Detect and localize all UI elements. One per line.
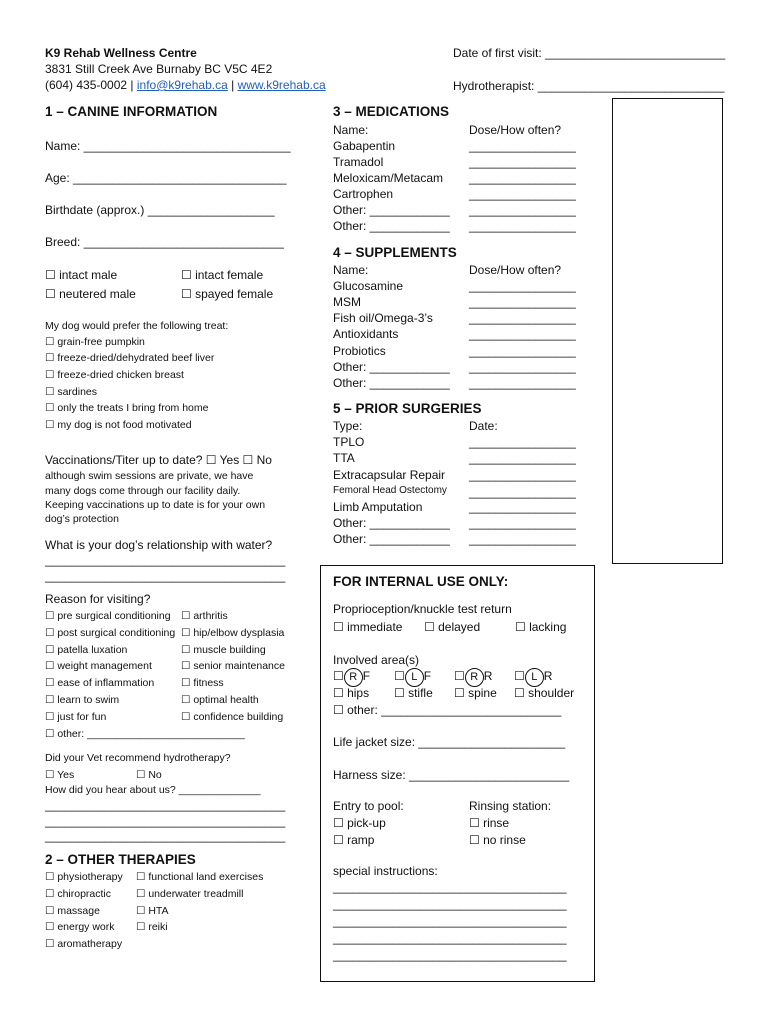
proprio-immediate-option[interactable]: ☐ immediate bbox=[333, 620, 403, 634]
surgery-other-field[interactable]: Other: ____________ bbox=[333, 532, 450, 546]
therapy-option[interactable]: ☐ energy work bbox=[45, 921, 115, 933]
hear-about-field[interactable]: How did you hear about us? ______________ bbox=[45, 784, 261, 796]
first-visit-field[interactable]: Date of first visit: ___________________________ bbox=[453, 46, 726, 60]
medication-dose-field[interactable]: ________________ bbox=[469, 171, 576, 185]
treat-option[interactable]: ☐ freeze-dried chicken breast bbox=[45, 369, 184, 381]
surgery-date-field[interactable]: ________________ bbox=[469, 435, 576, 449]
therapy-option[interactable]: ☐ underwater treadmill bbox=[136, 888, 244, 900]
area-shoulder-option[interactable]: ☐ shoulder bbox=[514, 686, 575, 700]
limb-rf-option[interactable] bbox=[333, 668, 370, 687]
medications-title: 3 – MEDICATIONS bbox=[333, 104, 450, 119]
limb-lf-option[interactable] bbox=[394, 668, 431, 687]
area-stifle-option[interactable]: ☐ stifle bbox=[394, 686, 433, 700]
treat-option[interactable]: ☐ sardines bbox=[45, 386, 98, 398]
supplement-dose-field[interactable]: ________________ bbox=[469, 360, 576, 374]
therapy-option[interactable]: ☐ massage bbox=[45, 905, 100, 917]
medication-name: Gabapentin bbox=[333, 139, 396, 153]
checkbox[interactable]: ☐ bbox=[333, 669, 344, 683]
surgeries-date-header: Date: bbox=[469, 419, 498, 433]
medication-dose-field[interactable]: ________________ bbox=[469, 203, 576, 217]
vaccination-note: although swim sessions are private, we have bbox=[45, 470, 254, 482]
limb-side-circle: R bbox=[344, 668, 363, 687]
therapy-option[interactable]: ☐ HTA bbox=[136, 905, 169, 917]
supplement-dose-field[interactable]: ________________ bbox=[469, 327, 576, 341]
therapy-option[interactable]: ☐ chiropractic bbox=[45, 888, 112, 900]
supplement-dose-field[interactable]: ________________ bbox=[469, 344, 576, 358]
vaccination-note: Keeping vaccinations up to date is for your own bbox=[45, 499, 266, 511]
treat-option[interactable]: ☐ freeze-dried/dehydrated beef liver bbox=[45, 352, 215, 364]
area-spine-option[interactable]: ☐ spine bbox=[454, 686, 497, 700]
vaccination-note: many dogs come through our facility daily. bbox=[45, 485, 241, 497]
supplement-dose-field[interactable]: ________________ bbox=[469, 279, 576, 293]
limb-side-circle: R bbox=[465, 668, 484, 687]
sex-spayed-female[interactable]: ☐ spayed female bbox=[181, 287, 274, 301]
treat-option[interactable]: ☐ grain-free pumpkin bbox=[45, 336, 145, 348]
reason-question: Reason for visiting? bbox=[45, 592, 151, 606]
limb-position: F bbox=[423, 669, 432, 683]
supplements-name-header: Name: bbox=[333, 263, 369, 277]
supplement-name: Glucosamine bbox=[333, 279, 404, 293]
reason-option[interactable]: ☐ just for fun bbox=[45, 711, 107, 723]
surgery-date-field[interactable]: ________________ bbox=[469, 468, 576, 482]
reason-option[interactable]: ☐ weight management bbox=[45, 660, 152, 672]
limb-rr-option[interactable] bbox=[454, 668, 492, 687]
surgeries-title: 5 – PRIOR SURGERIES bbox=[333, 401, 482, 416]
surgery-date-field[interactable]: ________________ bbox=[469, 451, 576, 465]
sex-intact-male[interactable]: ☐ intact male bbox=[45, 268, 118, 282]
supplement-other-field[interactable]: Other: ____________ bbox=[333, 376, 450, 390]
reason-option[interactable]: ☐ optimal health bbox=[181, 694, 259, 706]
limb-lr-option[interactable] bbox=[514, 668, 552, 687]
sex-neutered-male[interactable]: ☐ neutered male bbox=[45, 287, 136, 301]
reason-other-field[interactable]: ☐ other: ___________________________ bbox=[45, 728, 245, 740]
hear-answer-line[interactable]: ____________________________________ bbox=[45, 798, 286, 812]
harness-field[interactable]: Harness size: ________________________ bbox=[333, 768, 570, 782]
surgeries-type-header: Type: bbox=[333, 419, 363, 433]
supplement-dose-field[interactable]: ________________ bbox=[469, 295, 576, 309]
notes-box[interactable] bbox=[612, 98, 723, 564]
special-instructions-line[interactable]: ___________________________________ bbox=[333, 931, 567, 945]
surgery-date-field[interactable]: ________________ bbox=[469, 500, 576, 514]
hear-answer-line[interactable]: ____________________________________ bbox=[45, 814, 286, 828]
checkbox[interactable]: ☐ bbox=[454, 669, 465, 683]
reason-option[interactable]: ☐ confidence building bbox=[181, 711, 284, 723]
surgery-date-field[interactable]: ________________ bbox=[469, 532, 576, 546]
birthdate-field[interactable]: Birthdate (approx.) ___________________ bbox=[45, 203, 275, 217]
water-question: What is your dog’s relationship with water? bbox=[45, 538, 273, 552]
vet-question: Did your Vet recommend hydrotherapy? bbox=[45, 752, 231, 764]
reason-option[interactable]: ☐ patella luxation bbox=[45, 644, 128, 656]
reason-option[interactable]: ☐ ease of inflammation bbox=[45, 677, 155, 689]
supplement-name: Fish oil/Omega-3’s bbox=[333, 311, 433, 325]
therapy-option[interactable]: ☐ reiki bbox=[136, 921, 168, 933]
supplement-dose-field[interactable]: ________________ bbox=[469, 311, 576, 325]
vet-yes-option[interactable]: ☐ Yes bbox=[45, 769, 75, 781]
reason-option[interactable]: ☐ senior maintenance bbox=[181, 660, 285, 672]
supplement-name: Probiotics bbox=[333, 344, 386, 358]
surgery-date-field[interactable]: ________________ bbox=[469, 485, 576, 499]
surgery-type: Femoral Head Ostectomy bbox=[333, 485, 447, 496]
special-instructions-line[interactable]: ___________________________________ bbox=[333, 897, 567, 911]
limb-position: F bbox=[362, 669, 371, 683]
reason-option[interactable]: ☐ pre surgical conditioning bbox=[45, 610, 171, 622]
life-jacket-field[interactable]: Life jacket size: ______________________ bbox=[333, 735, 566, 749]
special-instructions-label: special instructions: bbox=[333, 864, 438, 878]
area-other-field[interactable]: ☐ other: ___________________________ bbox=[333, 703, 562, 717]
proprioception-question: Proprioception/knuckle test return bbox=[333, 602, 512, 616]
therapy-option[interactable]: ☐ physiotherapy bbox=[45, 871, 123, 883]
supplements-title: 4 – SUPPLEMENTS bbox=[333, 245, 457, 260]
rinse-option[interactable]: ☐ rinse bbox=[469, 816, 510, 830]
surgery-type: Extracapsular Repair bbox=[333, 468, 446, 482]
vaccination-note: dog’s protection bbox=[45, 513, 119, 525]
website-link[interactable]: www.k9rehab.ca bbox=[237, 78, 326, 92]
supplement-dose-field[interactable]: ________________ bbox=[469, 376, 576, 390]
surgery-other-field[interactable]: Other: ____________ bbox=[333, 516, 450, 530]
link-separator: | bbox=[231, 78, 235, 92]
no-rinse-option[interactable]: ☐ no rinse bbox=[469, 833, 526, 847]
other-therapies-title: 2 – OTHER THERAPIES bbox=[45, 852, 196, 867]
supplement-name: MSM bbox=[333, 295, 361, 309]
limb-position: R bbox=[483, 669, 493, 683]
dog-name-field[interactable]: Name: _______________________________ bbox=[45, 139, 291, 153]
checkbox[interactable]: ☐ bbox=[514, 669, 525, 683]
hydrotherapist-field[interactable]: Hydrotherapist: ____________________________ bbox=[453, 79, 725, 93]
org-phone: (604) 435-0002 | bbox=[45, 78, 134, 92]
reason-option[interactable]: ☐ post surgical conditioning bbox=[45, 627, 176, 639]
medication-other-field[interactable]: Other: ____________ bbox=[333, 203, 450, 217]
supplement-name: Antioxidants bbox=[333, 327, 399, 341]
canine-info-title: 1 – CANINE INFORMATION bbox=[45, 104, 218, 119]
checkbox[interactable]: ☐ bbox=[394, 669, 405, 683]
special-instructions-line[interactable]: ___________________________________ bbox=[333, 880, 567, 894]
medication-name: Cartrophen bbox=[333, 187, 394, 201]
special-instructions-line[interactable]: ___________________________________ bbox=[333, 948, 567, 962]
entry-pool-label: Entry to pool: bbox=[333, 799, 404, 813]
limb-side-circle: L bbox=[525, 668, 544, 687]
rinsing-station-label: Rinsing station: bbox=[469, 799, 552, 813]
special-instructions-line[interactable]: ___________________________________ bbox=[333, 914, 567, 928]
supplements-dose-header: Dose/How often? bbox=[469, 263, 562, 277]
treat-question: My dog would prefer the following treat: bbox=[45, 320, 229, 332]
sex-intact-female[interactable]: ☐ intact female bbox=[181, 268, 264, 282]
water-answer-line[interactable]: ____________________________________ bbox=[45, 553, 286, 567]
entry-ramp-option[interactable]: ☐ ramp bbox=[333, 833, 375, 847]
water-answer-line[interactable]: ____________________________________ bbox=[45, 569, 286, 583]
surgery-date-field[interactable]: ________________ bbox=[469, 516, 576, 530]
reason-option[interactable]: ☐ hip/elbow dysplasia bbox=[181, 627, 285, 639]
proprio-lacking-option[interactable]: ☐ lacking bbox=[515, 620, 567, 634]
vaccination-question[interactable]: Vaccinations/Titer up to date? ☐ Yes ☐ No bbox=[45, 453, 272, 467]
breed-field[interactable]: Breed: ______________________________ bbox=[45, 235, 284, 249]
internal-use-title: FOR INTERNAL USE ONLY: bbox=[333, 574, 509, 589]
reason-option[interactable]: ☐ fitness bbox=[181, 677, 224, 689]
medication-dose-field[interactable]: ________________ bbox=[469, 139, 576, 153]
reason-option[interactable]: ☐ learn to swim bbox=[45, 694, 120, 706]
involved-areas-label: Involved area(s) bbox=[333, 653, 420, 667]
limb-side-circle: L bbox=[405, 668, 424, 687]
medication-dose-field[interactable]: ________________ bbox=[469, 219, 576, 233]
org-address: 3831 Still Creek Ave Burnaby BC V5C 4E2 bbox=[45, 62, 273, 76]
limb-position: R bbox=[543, 669, 553, 683]
email-link[interactable]: info@k9rehab.ca bbox=[136, 78, 228, 92]
surgery-type: TTA bbox=[333, 451, 355, 465]
medication-name: Meloxicam/Metacam bbox=[333, 171, 444, 185]
therapy-option[interactable]: ☐ aromatherapy bbox=[45, 938, 123, 950]
medications-name-header: Name: bbox=[333, 123, 369, 137]
org-name: K9 Rehab Wellness Centre bbox=[45, 46, 197, 60]
surgery-type: Limb Amputation bbox=[333, 500, 423, 514]
area-hips-option[interactable]: ☐ hips bbox=[333, 686, 370, 700]
vet-no-option[interactable]: ☐ No bbox=[136, 769, 162, 781]
entry-pickup-option[interactable]: ☐ pick-up bbox=[333, 816, 386, 830]
treat-option[interactable]: ☐ only the treats I bring from home bbox=[45, 402, 209, 414]
surgery-type: TPLO bbox=[333, 435, 365, 449]
contact-line bbox=[45, 78, 326, 92]
therapy-option[interactable]: ☐ functional land exercises bbox=[136, 871, 264, 883]
hear-answer-line[interactable]: ____________________________________ bbox=[45, 829, 286, 843]
supplement-other-field[interactable]: Other: ____________ bbox=[333, 360, 450, 374]
reason-option[interactable]: ☐ arthritis bbox=[181, 610, 228, 622]
treat-option[interactable]: ☐ my dog is not food motivated bbox=[45, 419, 192, 431]
proprio-delayed-option[interactable]: ☐ delayed bbox=[424, 620, 481, 634]
medication-dose-field[interactable]: ________________ bbox=[469, 187, 576, 201]
reason-option[interactable]: ☐ muscle building bbox=[181, 644, 266, 656]
medication-dose-field[interactable]: ________________ bbox=[469, 155, 576, 169]
medication-other-field[interactable]: Other: ____________ bbox=[333, 219, 450, 233]
medication-name: Tramadol bbox=[333, 155, 384, 169]
medications-dose-header: Dose/How often? bbox=[469, 123, 562, 137]
dog-age-field[interactable]: Age: ________________________________ bbox=[45, 171, 287, 185]
